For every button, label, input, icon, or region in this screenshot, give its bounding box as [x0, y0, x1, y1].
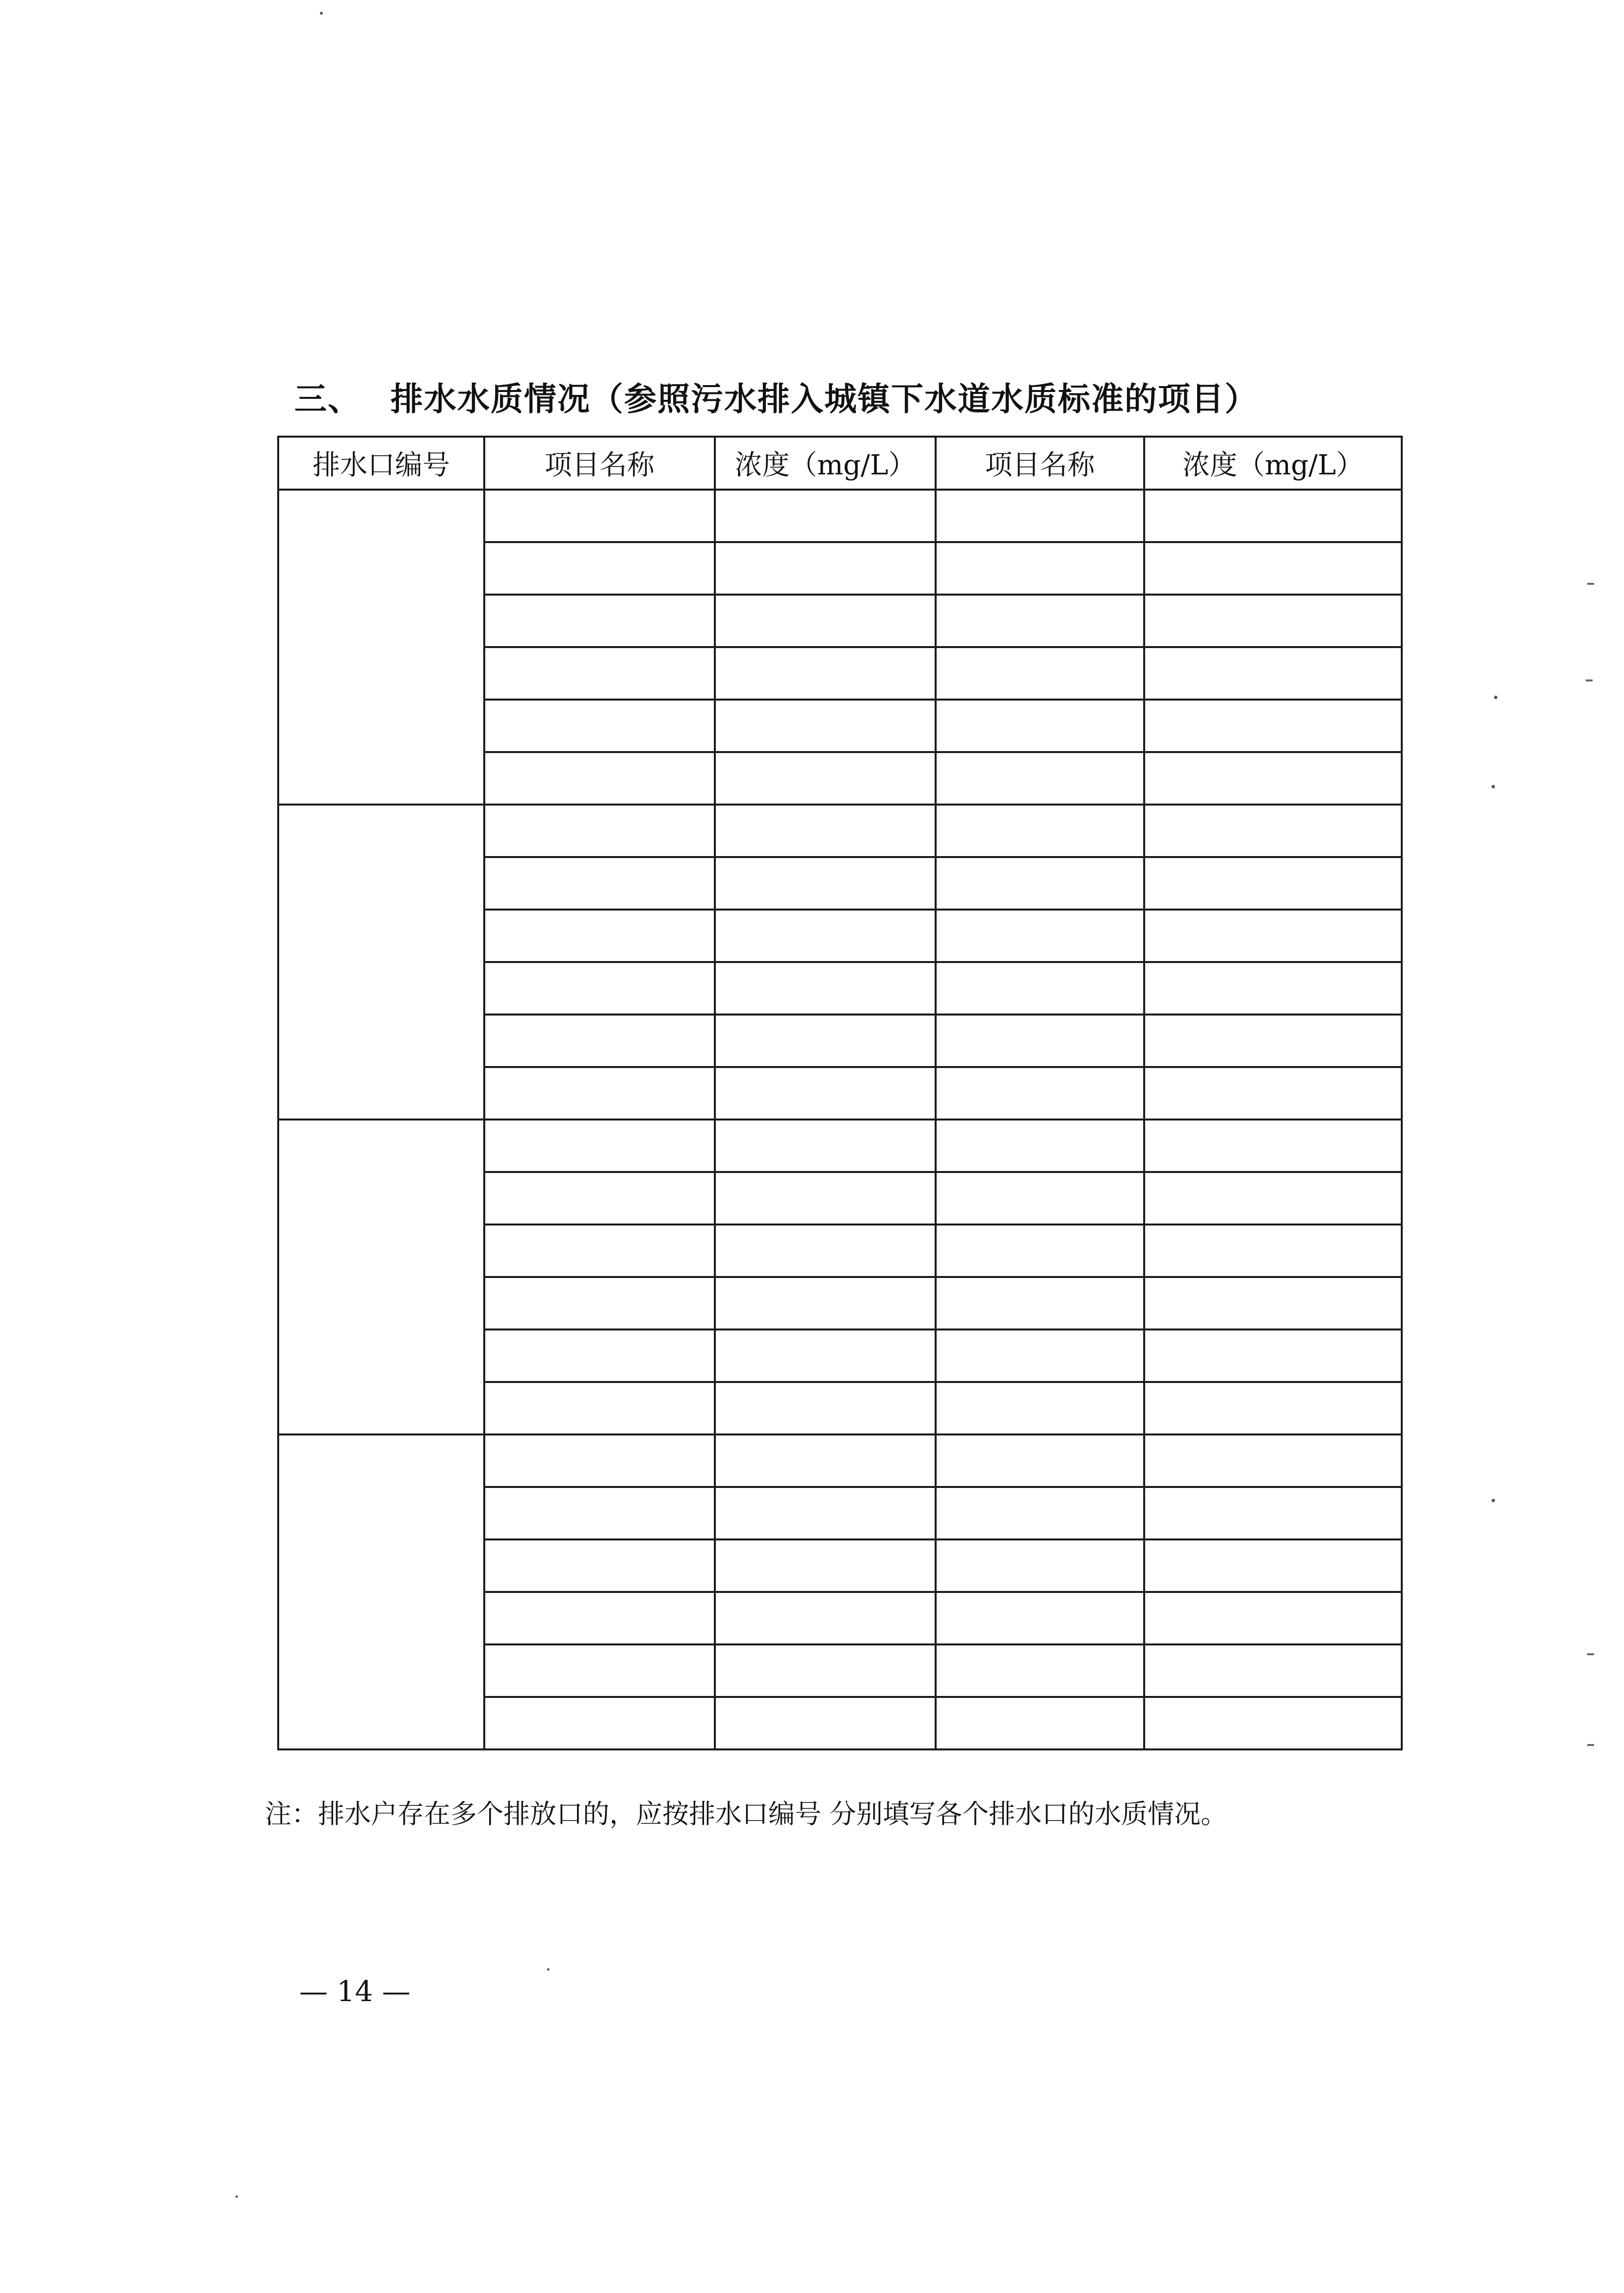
item-name-cell[interactable] [936, 1382, 1144, 1434]
concentration-cell[interactable] [1144, 1277, 1402, 1329]
item-name-cell[interactable] [484, 857, 715, 910]
item-name-cell[interactable] [484, 1644, 715, 1697]
item-name-cell[interactable] [484, 752, 715, 805]
section-title: 排水水质情况（参照污水排入城镇下水道水质标准的项目） [391, 380, 1258, 418]
concentration-cell[interactable] [1144, 700, 1402, 752]
table-row [278, 1120, 1402, 1172]
concentration-cell[interactable] [715, 1382, 936, 1434]
item-name-cell[interactable] [484, 1539, 715, 1592]
concentration-cell[interactable] [1144, 962, 1402, 1015]
item-name-cell[interactable] [484, 1277, 715, 1329]
scan-speck [1492, 785, 1495, 788]
concentration-cell[interactable] [715, 1172, 936, 1225]
item-name-cell[interactable] [936, 1172, 1144, 1225]
table-row [278, 490, 1402, 542]
item-name-cell[interactable] [936, 595, 1144, 647]
concentration-cell[interactable] [715, 1329, 936, 1382]
concentration-cell[interactable] [1144, 490, 1402, 542]
page-number: — 14 — [299, 1975, 411, 2008]
concentration-cell[interactable] [715, 805, 936, 857]
concentration-cell[interactable] [1144, 1434, 1402, 1487]
outlet-number-cell[interactable] [278, 805, 484, 1120]
water-quality-table [277, 436, 1403, 1750]
item-name-cell[interactable] [484, 962, 715, 1015]
concentration-cell[interactable] [1144, 752, 1402, 805]
concentration-cell[interactable] [715, 857, 936, 910]
item-name-cell[interactable] [484, 542, 715, 595]
item-name-cell[interactable] [936, 1697, 1144, 1749]
item-name-cell[interactable] [936, 1434, 1144, 1487]
concentration-cell[interactable] [715, 1487, 936, 1539]
concentration-cell[interactable] [715, 910, 936, 962]
section-number: 三、 [294, 380, 361, 418]
scan-speck [1494, 696, 1497, 699]
concentration-cell[interactable] [715, 647, 936, 700]
concentration-cell[interactable] [1144, 542, 1402, 595]
table-row [278, 1434, 1402, 1487]
concentration-cell[interactable] [715, 1644, 936, 1697]
concentration-cell[interactable] [715, 700, 936, 752]
item-name-cell[interactable] [484, 1015, 715, 1067]
scan-mark [1587, 1653, 1594, 1655]
item-name-cell[interactable] [484, 805, 715, 857]
item-name-cell[interactable] [936, 1225, 1144, 1277]
item-name-cell[interactable] [936, 1329, 1144, 1382]
concentration-cell[interactable] [715, 595, 936, 647]
item-name-cell[interactable] [936, 1644, 1144, 1697]
item-name-cell[interactable] [936, 805, 1144, 857]
scan-mark [1587, 583, 1594, 585]
header-concentration-1: 浓度（mg/L） [715, 437, 936, 490]
item-name-cell[interactable] [936, 700, 1144, 752]
concentration-cell[interactable] [715, 1277, 936, 1329]
concentration-cell[interactable] [1144, 1015, 1402, 1067]
concentration-cell[interactable] [1144, 857, 1402, 910]
item-name-cell[interactable] [484, 1172, 715, 1225]
outlet-number-cell[interactable] [278, 490, 484, 805]
concentration-cell[interactable] [1144, 1697, 1402, 1749]
item-name-cell[interactable] [484, 595, 715, 647]
item-name-cell[interactable] [484, 700, 715, 752]
outlet-number-cell[interactable] [278, 1434, 484, 1749]
item-name-cell[interactable] [484, 1120, 715, 1172]
item-name-cell[interactable] [936, 910, 1144, 962]
concentration-cell[interactable] [715, 1434, 936, 1487]
item-name-cell[interactable] [484, 490, 715, 542]
item-name-cell[interactable] [936, 1539, 1144, 1592]
item-name-cell[interactable] [936, 490, 1144, 542]
item-name-cell[interactable] [936, 857, 1144, 910]
header-outlet-number: 排水口编号 [278, 437, 484, 490]
table-header-row [278, 437, 1402, 490]
item-name-cell[interactable] [484, 1225, 715, 1277]
table-body [278, 490, 1402, 1749]
item-name-cell[interactable] [484, 910, 715, 962]
concentration-cell[interactable] [715, 1120, 936, 1172]
item-name-cell[interactable] [484, 1592, 715, 1644]
item-name-cell[interactable] [936, 1067, 1144, 1120]
concentration-cell[interactable] [715, 1015, 936, 1067]
concentration-cell[interactable] [1144, 1172, 1402, 1225]
item-name-cell[interactable] [936, 1120, 1144, 1172]
concentration-cell[interactable] [1144, 1225, 1402, 1277]
concentration-cell[interactable] [715, 962, 936, 1015]
header-concentration-2: 浓度（mg/L） [1144, 437, 1402, 490]
concentration-cell[interactable] [1144, 1644, 1402, 1697]
item-name-cell[interactable] [484, 1434, 715, 1487]
concentration-cell[interactable] [1144, 1539, 1402, 1592]
section-heading [294, 373, 1258, 419]
concentration-cell[interactable] [1144, 1329, 1402, 1382]
scan-mark [1586, 679, 1593, 681]
item-name-cell[interactable] [484, 1067, 715, 1120]
header-item-name-1: 项目名称 [484, 437, 715, 490]
concentration-cell[interactable] [715, 490, 936, 542]
concentration-cell[interactable] [1144, 595, 1402, 647]
concentration-cell[interactable] [1144, 1067, 1402, 1120]
outlet-number-cell[interactable] [278, 1120, 484, 1434]
item-name-cell[interactable] [484, 1697, 715, 1749]
header-item-name-2: 项目名称 [936, 437, 1144, 490]
concentration-cell[interactable] [1144, 1487, 1402, 1539]
concentration-cell[interactable] [715, 542, 936, 595]
table-row [278, 805, 1402, 857]
item-name-cell[interactable] [484, 1329, 715, 1382]
item-name-cell[interactable] [936, 1592, 1144, 1644]
item-name-cell[interactable] [936, 1015, 1144, 1067]
item-name-cell[interactable] [936, 752, 1144, 805]
concentration-cell[interactable] [715, 1067, 936, 1120]
item-name-cell[interactable] [484, 1487, 715, 1539]
scan-speck [236, 2195, 238, 2198]
scan-speck [1492, 1499, 1495, 1502]
concentration-cell[interactable] [715, 1592, 936, 1644]
concentration-cell[interactable] [1144, 1592, 1402, 1644]
footnote: 注：排水户存在多个排放口的，应按排水口编号 分别填写各个排水口的水质情况。 [265, 1798, 1228, 1829]
concentration-cell[interactable] [1144, 910, 1402, 962]
scan-mark [1587, 1744, 1594, 1746]
concentration-cell[interactable] [1144, 805, 1402, 857]
concentration-cell[interactable] [715, 752, 936, 805]
concentration-cell[interactable] [715, 1697, 936, 1749]
item-name-cell[interactable] [484, 647, 715, 700]
concentration-cell[interactable] [1144, 1382, 1402, 1434]
scan-speck [547, 1968, 550, 1971]
item-name-cell[interactable] [936, 1487, 1144, 1539]
item-name-cell[interactable] [936, 1277, 1144, 1329]
concentration-cell[interactable] [715, 1225, 936, 1277]
scan-speck [320, 12, 323, 15]
concentration-cell[interactable] [1144, 1120, 1402, 1172]
item-name-cell[interactable] [484, 1382, 715, 1434]
concentration-cell[interactable] [715, 1539, 936, 1592]
item-name-cell[interactable] [936, 542, 1144, 595]
item-name-cell[interactable] [936, 647, 1144, 700]
item-name-cell[interactable] [936, 962, 1144, 1015]
concentration-cell[interactable] [1144, 647, 1402, 700]
